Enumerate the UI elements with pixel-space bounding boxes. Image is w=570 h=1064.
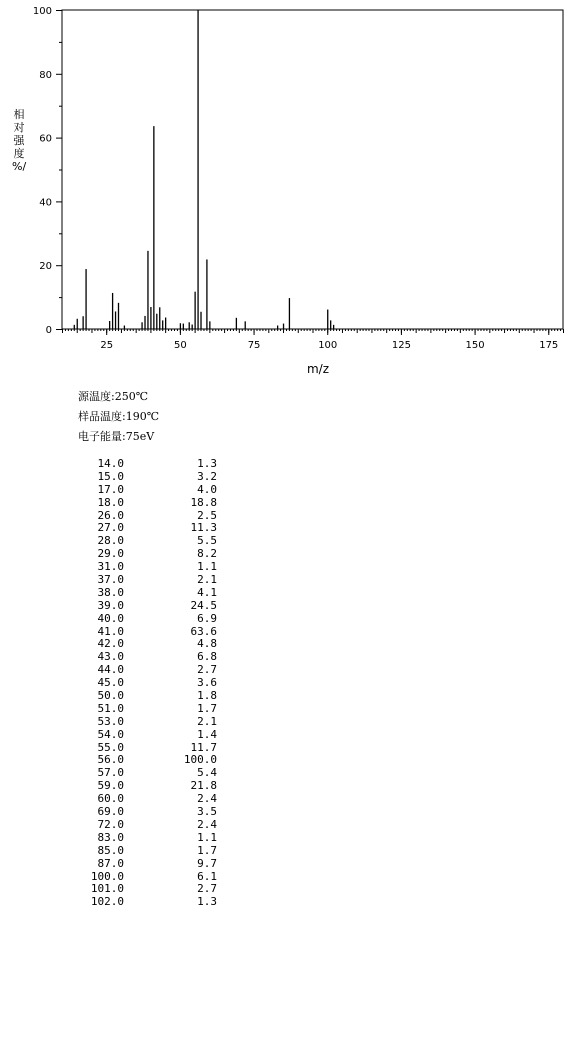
peak-mz: 100.0 — [90, 869, 124, 883]
peak-abundance: 1.3 — [197, 895, 217, 909]
peak-abundance: 6.1 — [197, 869, 217, 883]
mass-spectrum-chart — [0, 0, 570, 380]
peak-mz: 41.0 — [97, 624, 124, 638]
peak-mz: 102.0 — [90, 895, 124, 909]
sample-temperature: 样品温度:190℃ — [78, 410, 160, 423]
conditions-block — [78, 389, 159, 449]
peak-row — [78, 600, 217, 613]
peak-abundance: 21.8 — [190, 779, 217, 793]
y-tick-label: 60 — [39, 133, 52, 145]
peak-mz: 83.0 — [97, 830, 124, 844]
peak-abundance: 1.7 — [197, 843, 217, 857]
peak-abundance: 2.5 — [197, 508, 217, 522]
y-axis-label — [12, 108, 26, 173]
peak-mz: 45.0 — [97, 676, 124, 690]
y-axis-label-char: %/ — [12, 160, 27, 173]
peak-row — [78, 690, 217, 703]
peak-abundance: 1.8 — [197, 689, 217, 703]
y-axis-label-char: 强 — [13, 134, 25, 147]
peak-mz: 43.0 — [97, 650, 124, 664]
peak-row — [78, 484, 217, 497]
peak-abundance: 1.7 — [197, 701, 217, 715]
peak-mz: 53.0 — [97, 714, 124, 728]
electron-energy: 电子能量:75eV — [78, 430, 155, 443]
peak-row — [78, 896, 217, 909]
peak-abundance: 2.4 — [197, 817, 217, 831]
peak-mz: 27.0 — [97, 521, 124, 535]
peak-abundance: 2.1 — [197, 573, 217, 587]
peak-row — [78, 729, 217, 742]
peak-abundance: 18.8 — [190, 495, 217, 509]
peak-mz: 15.0 — [97, 469, 124, 483]
peak-abundance: 3.5 — [197, 805, 217, 819]
x-tick-label: 175 — [539, 340, 559, 351]
peak-mz: 38.0 — [97, 585, 124, 599]
peak-abundance: 1.4 — [197, 727, 217, 741]
peak-list — [78, 458, 217, 909]
peak-abundance: 100.0 — [183, 753, 217, 767]
peak-abundance: 4.1 — [197, 585, 217, 599]
peak-mz: 57.0 — [97, 766, 124, 780]
x-minor-ticks — [63, 329, 564, 333]
peak-abundance: 8.2 — [197, 547, 217, 561]
peak-mz: 59.0 — [97, 779, 124, 793]
peak-abundance: 1.1 — [197, 560, 217, 574]
peak-mz: 101.0 — [90, 882, 124, 896]
peak-mz: 54.0 — [97, 727, 124, 741]
peak-abundance: 24.5 — [190, 598, 217, 612]
peak-abundance: 6.8 — [197, 650, 217, 664]
y-axis-label-char: 度 — [13, 147, 25, 160]
peak-mz: 50.0 — [97, 689, 124, 703]
y-axis-label-char: 对 — [13, 121, 25, 134]
y-axis-label-char: 相 — [13, 108, 25, 121]
y-tick-label: 20 — [39, 261, 52, 273]
peak-abundance: 1.1 — [197, 830, 217, 844]
peak-mz: 39.0 — [97, 598, 124, 612]
y-axis — [33, 6, 62, 336]
peak-row — [78, 497, 217, 510]
peak-mz: 51.0 — [97, 701, 124, 715]
peak-mz: 72.0 — [97, 817, 124, 831]
peak-abundance: 63.6 — [190, 624, 217, 638]
peak-mz: 56.0 — [97, 753, 124, 767]
x-tick-label: 25 — [100, 340, 114, 351]
plot-frame — [62, 10, 563, 329]
y-tick-label: 40 — [39, 197, 52, 209]
source-temperature: 源温度:250℃ — [78, 390, 149, 403]
peak-mz: 85.0 — [97, 843, 124, 857]
x-tick-label: 125 — [391, 340, 411, 351]
peak-mz: 60.0 — [97, 792, 124, 806]
peak-abundance: 1.3 — [197, 457, 217, 470]
peak-row — [78, 587, 217, 600]
peak-row — [78, 819, 217, 832]
peak-mz: 31.0 — [97, 560, 124, 574]
peak-mz: 40.0 — [97, 611, 124, 625]
peak-abundance: 2.7 — [197, 663, 217, 677]
peak-mz: 14.0 — [97, 457, 124, 470]
peak-row — [78, 858, 217, 871]
peak-mz: 28.0 — [97, 534, 124, 548]
peak-mz: 17.0 — [97, 482, 124, 496]
peak-abundance: 4.0 — [197, 482, 217, 496]
peak-abundance: 3.2 — [197, 469, 217, 483]
peak-row — [78, 845, 217, 858]
peak-row — [78, 613, 217, 626]
x-tick-label: 150 — [465, 340, 485, 351]
peak-mz: 18.0 — [97, 495, 124, 509]
peak-row — [78, 806, 217, 819]
peak-mz: 42.0 — [97, 637, 124, 651]
x-tick-label: 75 — [247, 340, 261, 351]
peak-mz: 29.0 — [97, 547, 124, 561]
peak-abundance: 5.5 — [197, 534, 217, 548]
y-tick-label: 0 — [45, 325, 52, 336]
x-axis-label: m/z — [306, 362, 330, 376]
peak-mz: 26.0 — [97, 508, 124, 522]
x-tick-label: 50 — [174, 340, 187, 351]
peak-row — [78, 832, 217, 845]
peak-mz: 69.0 — [97, 805, 124, 819]
peak-mz: 44.0 — [97, 663, 124, 677]
plot-border — [62, 10, 563, 329]
peak-abundance: 5.4 — [197, 766, 217, 780]
peak-row — [78, 716, 217, 729]
peak-row — [78, 471, 217, 484]
x-tick-label: 100 — [318, 340, 338, 351]
peak-abundance: 9.7 — [197, 856, 217, 870]
peak-abundance: 6.9 — [197, 611, 217, 625]
peak-mz: 37.0 — [97, 573, 124, 587]
peak-row — [78, 574, 217, 587]
peak-row — [78, 703, 217, 716]
peak-abundance: 11.3 — [190, 521, 217, 535]
y-tick-label: 80 — [39, 69, 52, 81]
peak-abundance: 2.7 — [197, 882, 217, 896]
spectrum-bars — [74, 10, 333, 329]
peak-mz: 55.0 — [97, 740, 124, 754]
peak-abundance: 11.7 — [190, 740, 217, 754]
peak-row — [78, 458, 217, 471]
peak-abundance: 4.8 — [197, 637, 217, 651]
y-tick-label: 100 — [32, 6, 52, 17]
peak-abundance: 2.1 — [197, 714, 217, 728]
peak-abundance: 2.4 — [197, 792, 217, 806]
peak-abundance: 3.6 — [197, 676, 217, 690]
peak-mz: 87.0 — [97, 856, 124, 870]
